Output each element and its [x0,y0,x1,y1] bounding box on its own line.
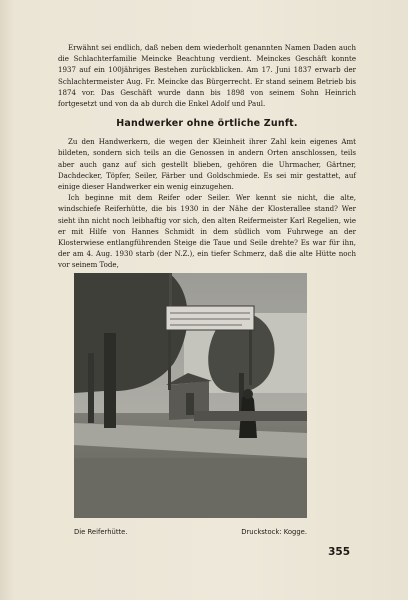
photo-illustration [74,273,307,518]
paragraph-reifer: Ich beginne mit dem Reifer oder Seiler. Wer kennt sie nicht, die alte, windschiefe Reiferhütte, die bis 1930 in der Nähe der Klosterallee stand? Wer sieht ihn nicht noch leibhaftig vor sich, den alten Reifermeister Karl Regelien, wie er mit Hilfe von Hannes Schmidt in dem südlich vom Fuhrwege an der Klosterwiese entlangführenden Steige die Taue und Seile drehte? Es war für ihn, der am 4. Aug. 1930 starb (der N.Z.), ein tiefer Schmerz, daß die alte Hütte noch vor seinem Tode, [58,193,356,270]
section-heading: Handwerker ohne örtliche Zunft. [116,118,298,130]
page-number: 355 [328,546,350,558]
photo-reiferhuette [74,273,307,518]
body-text [58,42,356,271]
photo-credit: Druckstock: Kogge. [241,528,307,536]
photo-caption: Die Reiferhütte. [74,528,128,536]
paragraph-handwerker: Zu den Handwerkern, die wegen der Kleinheit ihrer Zahl kein eigenes Amt bildeten, sondern sich teils an die Genossen in andern Orten anschlossen, teils aber auch ganz auf sich gestellt blieben, gehören die Uhrmacher, Gärtner, Dachdecker, Töpfer, Seiler, Färber und Goldschmiede. Es sei mir gestattet, auf einige dieser Handwerker ein wenig einzugehen. [58,137,356,192]
paragraph-meincke: Erwähnt sei endlich, daß neben dem wiederholt genannten Namen Daden auch die Schlachterfamilie Meincke Beachtung verdient. Meinckes Geschäft konnte 1937 auf ein 100jähriges Bestehen zurückblicken. Am 17. Juni 1837 erwarb der Schlachtermeister Aug. Fr. Meincke das Bürgerrecht. Er stand seinem Betrieb bis 1874 vor. Das Geschäft wurde dann bis 1898 von seinem Sohn Heinrich fortgesetzt und von da ab durch die Enkel Adolf und Paul. [58,43,356,109]
